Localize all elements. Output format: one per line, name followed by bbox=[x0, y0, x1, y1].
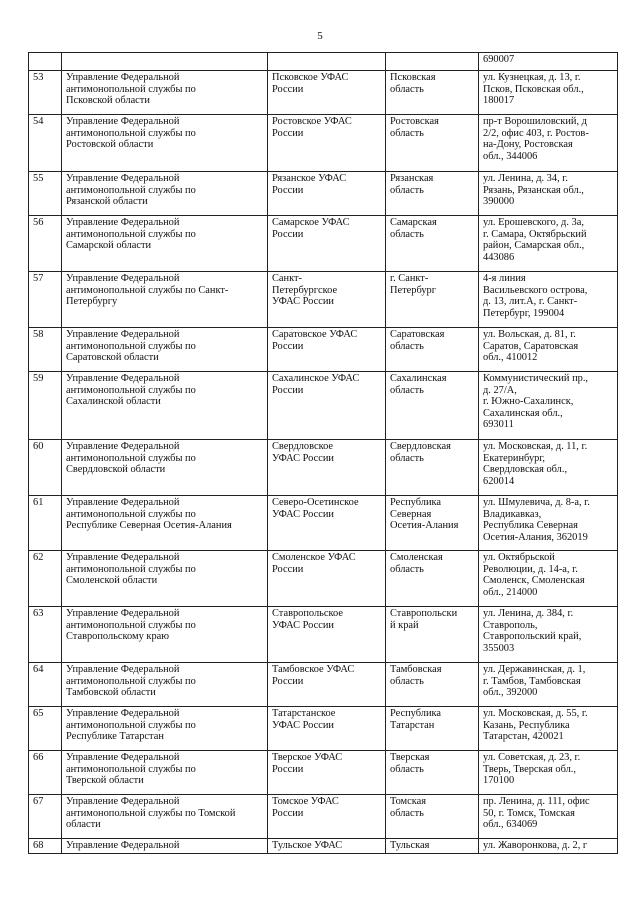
region-cell: Саратовская область bbox=[386, 328, 479, 372]
registry-table bbox=[28, 52, 618, 854]
authority-name-cell: Управление Федеральной антимонопольной службы по Республике Северная Осетия-Алания bbox=[62, 496, 268, 551]
region-cell bbox=[386, 53, 479, 71]
region-cell: г. Санкт- Петербург bbox=[386, 272, 479, 328]
row-number-cell: 56 bbox=[29, 216, 62, 272]
address-cell: ул. Октябрьской Революции, д. 14-а, г. Смоленск, Смоленская обл., 214000 bbox=[479, 551, 618, 607]
short-name-cell: Самарское УФАС России bbox=[268, 216, 386, 272]
authority-name-cell: Управление Федеральной антимонопольной службы по Сахалинской области bbox=[62, 372, 268, 440]
short-name-cell: Тверское УФАС России bbox=[268, 751, 386, 795]
address-cell: пр-т Ворошиловский, д 2/2, офис 403, г. Ростов- на-Дону, Ростовская обл., 344006 bbox=[479, 115, 618, 172]
row-number-cell: 61 bbox=[29, 496, 62, 551]
address-cell: ул. Московская, д. 55, г. Казань, Республика Татарстан, 420021 bbox=[479, 707, 618, 751]
table-row bbox=[29, 53, 618, 71]
row-number-cell: 57 bbox=[29, 272, 62, 328]
table-row bbox=[29, 115, 618, 172]
table-row bbox=[29, 839, 618, 854]
table-row bbox=[29, 607, 618, 663]
address-cell: ул. Кузнецкая, д. 13, г. Псков, Псковская обл., 180017 bbox=[479, 71, 618, 115]
table-row bbox=[29, 707, 618, 751]
address-cell: пр. Ленина, д. 111, офис 50, г. Томск, Томская обл., 634069 bbox=[479, 795, 618, 839]
short-name-cell: Свердловское УФАС России bbox=[268, 440, 386, 496]
table-row bbox=[29, 272, 618, 328]
authority-name-cell: Управление Федеральной антимонопольной службы по Самарской области bbox=[62, 216, 268, 272]
address-cell: ул. Державинская, д. 1, г. Тамбов, Тамбовская обл., 392000 bbox=[479, 663, 618, 707]
table-row bbox=[29, 496, 618, 551]
address-cell: 690007 bbox=[479, 53, 618, 71]
authority-name-cell: Управление Федеральной bbox=[62, 839, 268, 854]
short-name-cell: Татарстанское УФАС России bbox=[268, 707, 386, 751]
address-cell: 4-я линия Васильевского острова, д. 13, лит.А, г. Санкт- Петербург, 199004 bbox=[479, 272, 618, 328]
address-cell: ул. Ленина, д. 34, г. Рязань, Рязанская обл., 390000 bbox=[479, 172, 618, 216]
row-number-cell: 62 bbox=[29, 551, 62, 607]
row-number-cell: 53 bbox=[29, 71, 62, 115]
short-name-cell: Рязанское УФАС России bbox=[268, 172, 386, 216]
authority-name-cell: Управление Федеральной антимонопольной службы по Свердловской области bbox=[62, 440, 268, 496]
short-name-cell bbox=[268, 53, 386, 71]
authority-name-cell: Управление Федеральной антимонопольной службы по Саратовской области bbox=[62, 328, 268, 372]
row-number-cell: 68 bbox=[29, 839, 62, 854]
address-cell: ул. Советская, д. 23, г. Тверь, Тверская обл., 170100 bbox=[479, 751, 618, 795]
region-cell: Сахалинская область bbox=[386, 372, 479, 440]
region-cell: Ставропольски й край bbox=[386, 607, 479, 663]
short-name-cell: Северо-Осетинское УФАС России bbox=[268, 496, 386, 551]
address-cell: ул. Шмулевича, д. 8-а, г. Владикавказ, Республика Северная Осетия-Алания, 362019 bbox=[479, 496, 618, 551]
address-cell: ул. Вольская, д. 81, г. Саратов, Саратовская обл., 410012 bbox=[479, 328, 618, 372]
short-name-cell: Тульское УФАС bbox=[268, 839, 386, 854]
row-number-cell: 66 bbox=[29, 751, 62, 795]
address-cell: Коммунистический пр., д. 27/А, г. Южно-Сахалинск, Сахалинская обл., 693011 bbox=[479, 372, 618, 440]
row-number-cell: 64 bbox=[29, 663, 62, 707]
table-row bbox=[29, 440, 618, 496]
region-cell: Ростовская область bbox=[386, 115, 479, 172]
region-cell: Республика Северная Осетия-Алания bbox=[386, 496, 479, 551]
authority-name-cell: Управление Федеральной антимонопольной службы по Ставропольскому краю bbox=[62, 607, 268, 663]
table-body bbox=[29, 53, 618, 854]
region-cell: Тульская bbox=[386, 839, 479, 854]
region-cell: Самарская область bbox=[386, 216, 479, 272]
row-number-cell bbox=[29, 53, 62, 71]
table-row bbox=[29, 663, 618, 707]
table-row bbox=[29, 328, 618, 372]
authority-name-cell: Управление Федеральной антимонопольной службы по Тамбовской области bbox=[62, 663, 268, 707]
row-number-cell: 63 bbox=[29, 607, 62, 663]
authority-name-cell: Управление Федеральной антимонопольной службы по Рязанской области bbox=[62, 172, 268, 216]
region-cell: Смоленская область bbox=[386, 551, 479, 607]
table-row bbox=[29, 172, 618, 216]
region-cell: Рязанская область bbox=[386, 172, 479, 216]
address-cell: ул. Ерошевского, д. 3а, г. Самара, Октябрьский район, Самарская обл., 443086 bbox=[479, 216, 618, 272]
authority-name-cell: Управление Федеральной антимонопольной службы по Смоленской области bbox=[62, 551, 268, 607]
region-cell: Томская область bbox=[386, 795, 479, 839]
short-name-cell: Томское УФАС России bbox=[268, 795, 386, 839]
authority-name-cell: Управление Федеральной антимонопольной службы по Ростовской области bbox=[62, 115, 268, 172]
page-number: 5 bbox=[317, 30, 323, 42]
row-number-cell: 55 bbox=[29, 172, 62, 216]
authority-name-cell: Управление Федеральной антимонопольной службы по Тверской области bbox=[62, 751, 268, 795]
short-name-cell: Санкт- Петербургское УФАС России bbox=[268, 272, 386, 328]
row-number-cell: 67 bbox=[29, 795, 62, 839]
table-row bbox=[29, 795, 618, 839]
short-name-cell: Сахалинское УФАС России bbox=[268, 372, 386, 440]
authority-name-cell bbox=[62, 53, 268, 71]
table-row bbox=[29, 216, 618, 272]
authority-name-cell: Управление Федеральной антимонопольной службы по Псковской области bbox=[62, 71, 268, 115]
address-cell: ул. Жаворонкова, д. 2, г bbox=[479, 839, 618, 854]
region-cell: Тверская область bbox=[386, 751, 479, 795]
region-cell: Республика Татарстан bbox=[386, 707, 479, 751]
row-number-cell: 54 bbox=[29, 115, 62, 172]
table-row bbox=[29, 71, 618, 115]
short-name-cell: Тамбовское УФАС России bbox=[268, 663, 386, 707]
table-row bbox=[29, 751, 618, 795]
address-cell: ул. Московская, д. 11, г. Екатеринбург, Свердловская обл., 620014 bbox=[479, 440, 618, 496]
row-number-cell: 59 bbox=[29, 372, 62, 440]
short-name-cell: Саратовское УФАС России bbox=[268, 328, 386, 372]
table-row bbox=[29, 551, 618, 607]
short-name-cell: Ставропольское УФАС России bbox=[268, 607, 386, 663]
row-number-cell: 58 bbox=[29, 328, 62, 372]
row-number-cell: 60 bbox=[29, 440, 62, 496]
table-row bbox=[29, 372, 618, 440]
row-number-cell: 65 bbox=[29, 707, 62, 751]
address-cell: ул. Ленина, д. 384, г. Ставрополь, Ставропольский край, 355003 bbox=[479, 607, 618, 663]
authority-name-cell: Управление Федеральной антимонопольной службы по Республике Татарстан bbox=[62, 707, 268, 751]
short-name-cell: Ростовское УФАС России bbox=[268, 115, 386, 172]
authority-name-cell: Управление Федеральной антимонопольной службы по Томской области bbox=[62, 795, 268, 839]
region-cell: Тамбовская область bbox=[386, 663, 479, 707]
short-name-cell: Смоленское УФАС России bbox=[268, 551, 386, 607]
authority-name-cell: Управление Федеральной антимонопольной службы по Санкт- Петербургу bbox=[62, 272, 268, 328]
region-cell: Псковская область bbox=[386, 71, 479, 115]
short-name-cell: Псковское УФАС России bbox=[268, 71, 386, 115]
region-cell: Свердловская область bbox=[386, 440, 479, 496]
